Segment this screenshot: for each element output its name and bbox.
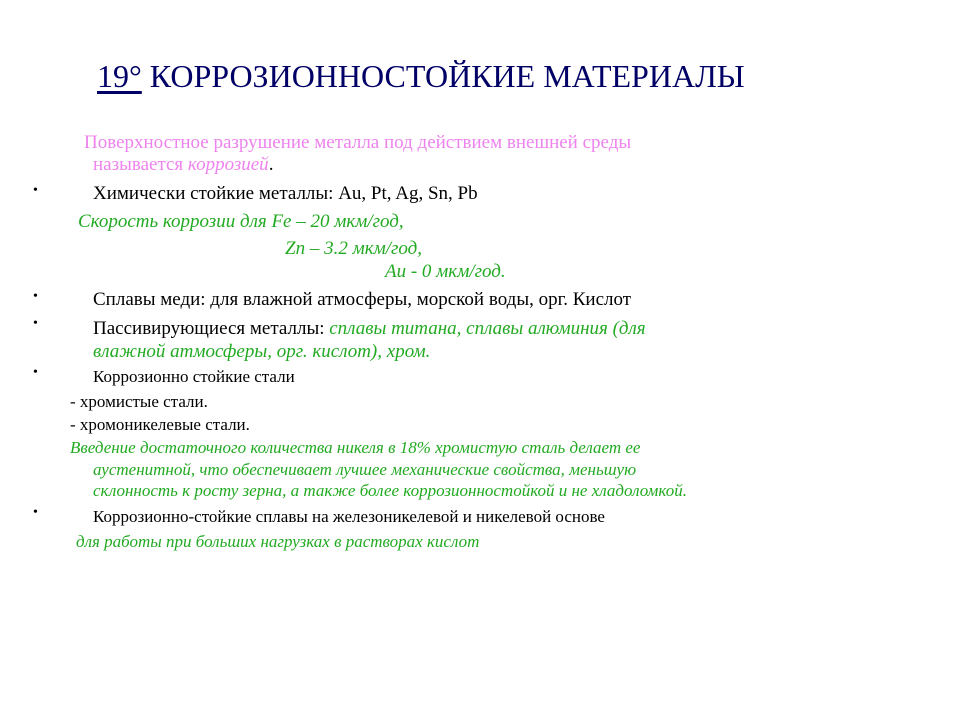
intro-line-2-start: называется (93, 154, 188, 175)
corrosion-rate-zn: Zn – 3.2 мкм/год, (285, 238, 423, 259)
corrosion-rate-fe: Скорость коррозии для Fe – 20 мкм/год, (78, 211, 404, 232)
bullet-marker: • (33, 316, 38, 331)
chrome-nickel-steels-subitem: - хромоникелевые стали. (70, 415, 250, 434)
bullet-marker: • (33, 183, 38, 198)
passivating-metals-label: Пассивирующиеся металлы: (93, 318, 330, 339)
nickel-note-line-2: аустенитной, что обеспечивает лучшее механические свойства, меньшую (93, 460, 637, 479)
intro-line-2 (93, 155, 273, 174)
intro-line-1: Поверхностное разрушение металла под действием внешней среды (84, 132, 632, 153)
intro-line-2-end: . (268, 154, 274, 175)
passivating-metals-examples: сплавы титана, сплавы алюминия (для (329, 318, 646, 339)
chrome-steels-subitem: - хромистые стали. (70, 392, 208, 411)
bullet-marker: • (33, 505, 38, 520)
bullet-marker: • (33, 289, 38, 304)
alloys-usage-note: для работы при больших нагрузках в растворах кислот (76, 532, 480, 551)
chemical-metals-item: Химически стойкие металлы: Au, Pt, Ag, Sn, Pb (93, 183, 478, 204)
nickel-note-line-3: склонность к росту зерна, а также более коррозионностойкой и не хладоломкой. (93, 481, 687, 500)
page-title (97, 60, 745, 92)
intro-term-corrosion: коррозией (187, 154, 269, 175)
title-number: 19° (97, 58, 142, 94)
iron-nickel-alloys-item: Коррозионно-стойкие сплавы на железоникелевой и никелевой основе (93, 507, 605, 526)
bullet-marker: • (33, 365, 38, 380)
corrosion-rate-au: Au - 0 мкм/год. (385, 261, 506, 282)
copper-alloys-item: Сплавы меди: для влажной атмосферы, морской воды, орг. Кислот (93, 289, 632, 310)
title-text: КОРРОЗИОННОСТОЙКИЕ МАТЕРИАЛЫ (149, 58, 745, 94)
passivating-metals-examples-cont: влажной атмосферы, орг. кислот), хром. (93, 341, 431, 362)
nickel-note-line-1: Введение достаточного количества никеля в 18% хромистую сталь делает ее (70, 438, 641, 457)
passivating-metals-item (93, 319, 646, 338)
corrosion-resistant-steels-item: Коррозионно стойкие стали (93, 367, 295, 386)
